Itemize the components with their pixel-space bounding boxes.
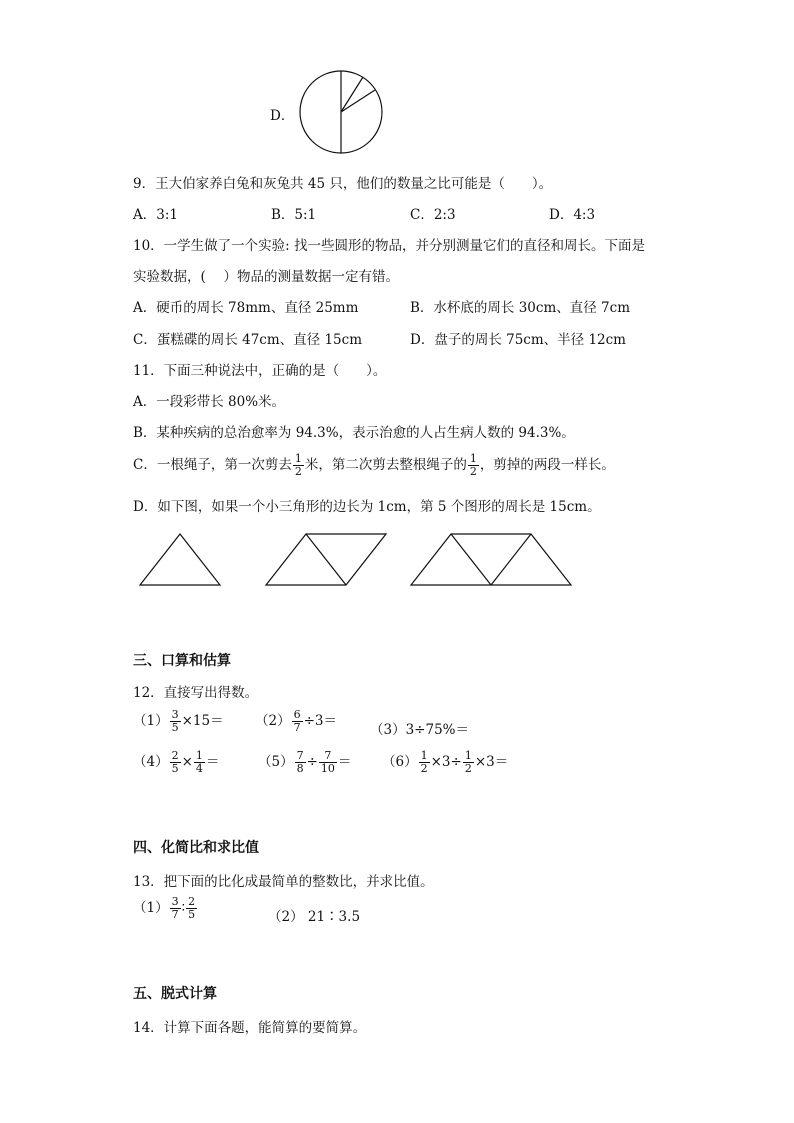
item-label: （5） bbox=[258, 754, 294, 770]
equals: ＝ bbox=[337, 754, 352, 770]
figure-3-trapezoid bbox=[411, 534, 571, 585]
expression: 3÷75%＝ bbox=[405, 722, 470, 738]
fraction bbox=[170, 896, 181, 920]
pie-radius-3 bbox=[341, 90, 375, 112]
q10-option-a: A．硬币的周长 78mm、直径 25mm bbox=[133, 300, 359, 316]
fraction bbox=[194, 750, 205, 774]
q10-option-c: C．蛋糕碟的周长 47cm、直径 15cm bbox=[133, 332, 362, 348]
q9-option-c: C．2:3 bbox=[410, 207, 456, 223]
item-label: （1） bbox=[133, 713, 169, 729]
q10-stem-line1: 10．一学生做了一个实验: 找一些圆形的物品，并分别测量它们的直径和周长。下面是 bbox=[133, 238, 646, 254]
fraction bbox=[319, 750, 337, 774]
item-label: （6） bbox=[382, 754, 418, 770]
q10-option-b: B．水杯底的周长 30cm、直径 7cm bbox=[410, 300, 630, 316]
expression-rest: ÷3＝ bbox=[303, 713, 337, 729]
q11-option-b: B．某种疾病的总治愈率为 94.3%，表示治愈的人占生病人数的 94.3%。 bbox=[133, 425, 575, 441]
figure-1-triangle bbox=[140, 534, 220, 585]
q11-option-d: D．如下图，如果一个小三角形的边长为 1cm，第 5 个图形的周长是 15cm。 bbox=[133, 499, 601, 515]
q11-stem: 11．下面三种说法中，正确的是（ ）。 bbox=[133, 363, 387, 379]
figure-2-divider bbox=[306, 534, 346, 585]
denominator: 2 bbox=[469, 465, 477, 478]
q14-stem: 14．计算下面各题，能简算的要简算。 bbox=[133, 1020, 367, 1036]
fraction bbox=[292, 709, 303, 733]
q13-stem: 13．把下面的比化成最简单的整数比，并求比值。 bbox=[133, 874, 434, 890]
q12-stem: 12．直接写出得数。 bbox=[133, 685, 259, 701]
denominator: 4 bbox=[195, 762, 203, 775]
numerator: 1 bbox=[294, 452, 302, 466]
fraction bbox=[419, 750, 430, 774]
item-label: （3） bbox=[370, 722, 406, 738]
operator: × bbox=[181, 754, 193, 770]
q11-c-part3: ，剪掉的两段一样长。 bbox=[479, 457, 615, 473]
fraction-one-half bbox=[293, 453, 304, 477]
item-label: （1） bbox=[133, 900, 169, 916]
q13-item-2: （2） 21∶3.5 bbox=[268, 909, 361, 925]
numerator: 3 bbox=[171, 895, 179, 909]
q11-option-a: A．一段彩带长 80%米。 bbox=[133, 394, 286, 410]
fraction bbox=[170, 709, 181, 733]
pie-chart-figure bbox=[298, 68, 386, 158]
denominator: 7 bbox=[171, 908, 179, 921]
denominator: 2 bbox=[294, 465, 302, 478]
expression-end: ×3＝ bbox=[474, 754, 509, 770]
numerator: 3 bbox=[171, 708, 179, 722]
numerator: 1 bbox=[420, 749, 428, 763]
denominator: 7 bbox=[293, 721, 301, 734]
denominator: 10 bbox=[320, 762, 335, 775]
q10-stem-line2: 实验数据，( ）物品的测量数据一定有错。 bbox=[133, 269, 400, 285]
item-label: （4） bbox=[133, 754, 169, 770]
section-5-title: 五、脱式计算 bbox=[133, 986, 217, 1002]
q12-item-4 bbox=[133, 750, 219, 775]
q12-item-5 bbox=[258, 750, 351, 775]
numerator: 2 bbox=[171, 749, 179, 763]
ratio-colon: ∶ bbox=[181, 900, 186, 916]
q13-item-1 bbox=[133, 896, 198, 921]
q11-c-part2: 米，第二次剪去整根绳子的 bbox=[304, 457, 467, 473]
equals: ＝ bbox=[205, 754, 220, 770]
numerator: 7 bbox=[296, 749, 304, 763]
q9-option-d: D．4:3 bbox=[549, 207, 596, 223]
item-label: （2） bbox=[255, 713, 291, 729]
fraction bbox=[463, 750, 474, 774]
denominator: 2 bbox=[464, 762, 472, 775]
figure-3-divider-1 bbox=[451, 534, 491, 585]
numerator: 7 bbox=[319, 750, 337, 763]
denominator: 5 bbox=[171, 721, 179, 734]
numerator: 2 bbox=[188, 895, 196, 909]
numerator: 1 bbox=[469, 452, 477, 466]
fraction-one-half bbox=[468, 453, 479, 477]
operator: ×3÷ bbox=[430, 754, 462, 770]
figure-3-divider-2 bbox=[491, 534, 531, 585]
fraction bbox=[186, 896, 197, 920]
q11-c-part1: C．一根绳子，第一次剪去 bbox=[133, 457, 292, 473]
q9-option-a: A．3:1 bbox=[133, 207, 178, 223]
q12-item-6 bbox=[382, 750, 508, 775]
section-3-title: 三、口算和估算 bbox=[133, 653, 231, 669]
q10-option-d: D．盘子的周长 75cm、半径 12cm bbox=[410, 332, 626, 348]
q9-option-b: B．5:1 bbox=[271, 207, 317, 223]
numerator: 1 bbox=[464, 749, 472, 763]
numerator: 1 bbox=[195, 749, 203, 763]
q9-stem: 9．王大伯家养白兔和灰兔共 45 只，他们的数量之比可能是（ ）。 bbox=[133, 176, 553, 192]
q12-item-3 bbox=[370, 718, 469, 738]
pie-radius-2 bbox=[341, 77, 363, 112]
denominator: 5 bbox=[171, 762, 179, 775]
section-4-title: 四、化简比和求比值 bbox=[133, 840, 259, 856]
triangle-pattern-figure bbox=[136, 530, 576, 588]
numerator: 6 bbox=[293, 708, 301, 722]
operator: ÷ bbox=[306, 754, 318, 770]
option-d-label: D． bbox=[270, 108, 295, 124]
q12-item-2 bbox=[255, 709, 337, 734]
fraction bbox=[295, 750, 306, 774]
fraction bbox=[170, 750, 181, 774]
denominator: 5 bbox=[188, 908, 196, 921]
denominator: 8 bbox=[296, 762, 304, 775]
expression-rest: ×15＝ bbox=[181, 713, 224, 729]
q12-item-1 bbox=[133, 709, 224, 734]
denominator: 2 bbox=[420, 762, 428, 775]
q11-option-c bbox=[133, 453, 615, 478]
